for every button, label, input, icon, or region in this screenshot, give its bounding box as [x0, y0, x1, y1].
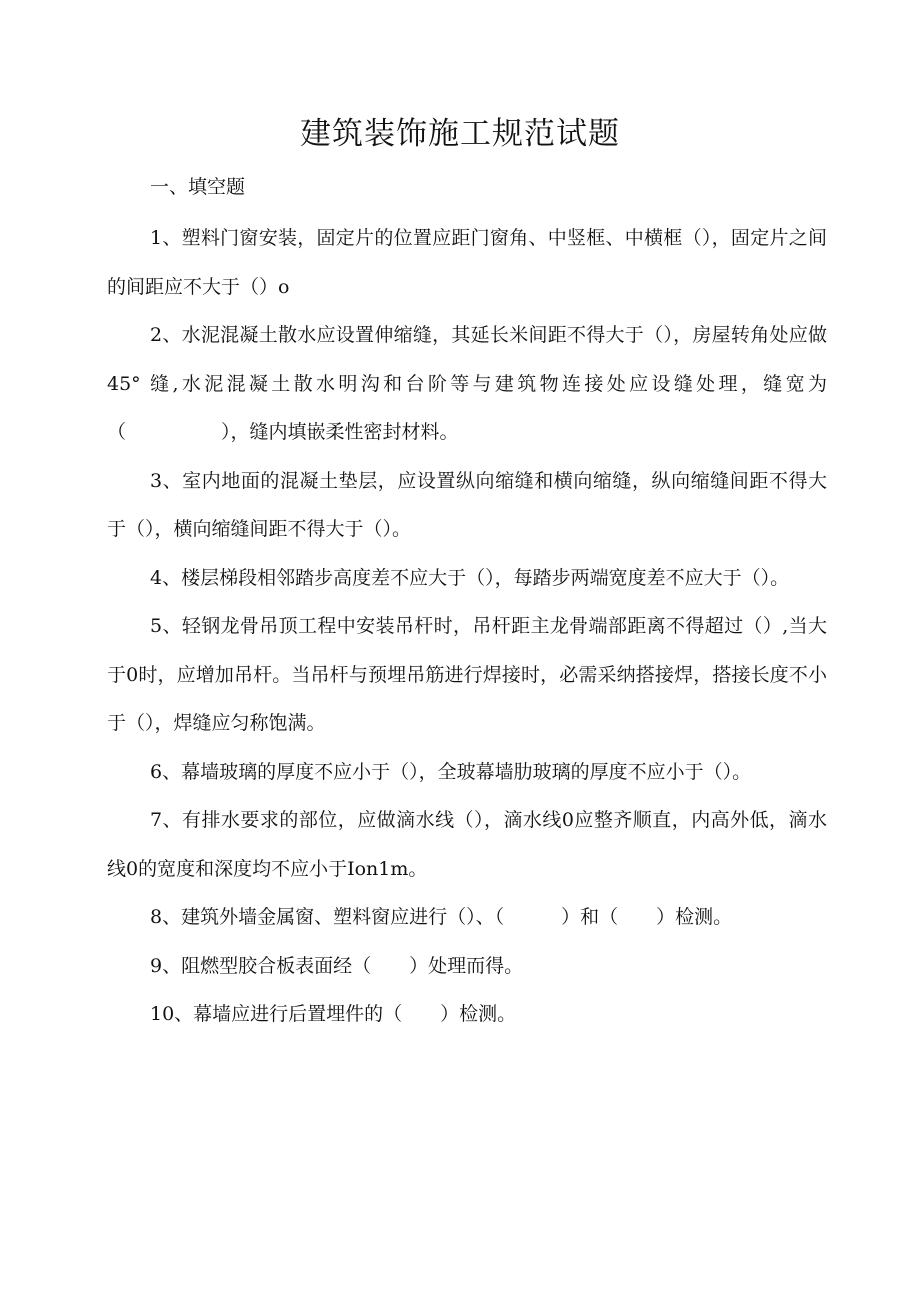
question-6: 6、幕墙玻璃的厚度不应小于（），全玻幕墙肋玻璃的厚度不应小于（）。	[150, 760, 752, 783]
question-10: 10、幕墙应进行后置埋件的（ ）检测。	[150, 1003, 517, 1025]
question-1: 1、塑料门窗安装，固定片的位置应距门窗角、中竖框、中横框（），固定片之间的间距应不大于（）o	[107, 227, 827, 298]
question-3: 3、室内地面的混凝土垫层，应设置纵向缩缝和横向缩缝，纵向缩缝间距不得大于（），横向缩缝间距不得大于（）。	[107, 469, 827, 540]
question-7: 7、有排水要求的部位，应做滴水线（），滴水线0应整齐顺直，内高外低，滴水线0的宽度和深度均不应小于Ion1m。	[107, 809, 827, 880]
question-5: 5、轻钢龙骨吊顶工程中安装吊杆时，吊杆距主龙骨端部距离不得超过（）,当大于0时，应增加吊杆。当吊杆与预埋吊筋进行焊接时，必需采纳搭接焊，搭接长度不小于（），焊缝应匀称饱满。	[107, 615, 827, 734]
section-heading: 一、填空题	[150, 176, 246, 198]
question-9: 9、阻燃型胶合板表面经（ ）处理而得。	[150, 954, 524, 977]
question-4: 4、楼层梯段相邻踏步高度差不应大于（），每踏步两端宽度差不应大于（）。	[150, 566, 790, 589]
question-8: 8、建筑外墙金属窗、塑料窗应进行（）、（ ）和（ ）检测。	[150, 906, 733, 928]
document-title: 建筑装饰施工规范试题	[300, 116, 620, 152]
question-list	[107, 214, 827, 1039]
question-2: 2、水泥混凝土散水应设置伸缩缝，其延长米间距不得大于（），房屋转角处应做45° 缝,水泥混凝土散水明沟和台阶等与建筑物连接处应设缝处理，缝宽为（ ），缝内填嵌柔性密封材料。	[107, 324, 827, 443]
